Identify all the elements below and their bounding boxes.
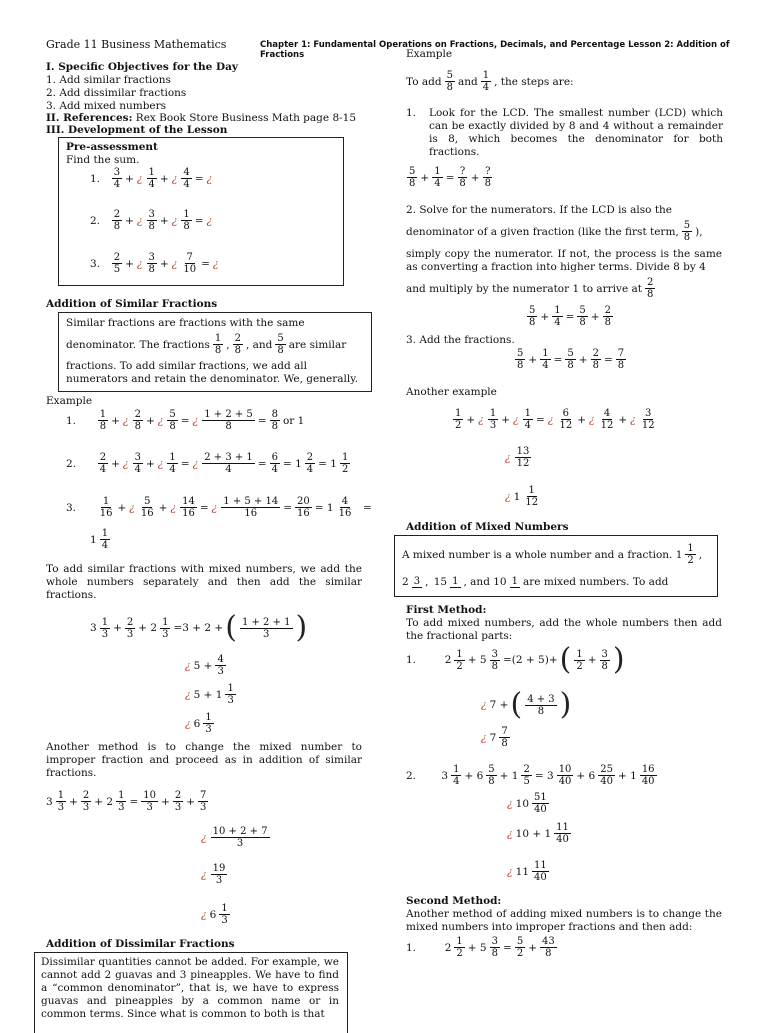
similar-title: Addition of Similar Fractions bbox=[46, 298, 218, 310]
first-method-eq-4: 2. 3 $\frac{1}{4}$ + 6 $\frac{5}{8}$ + 1 $\frac{2}{5}$ = 3 $\frac{10}{40}$ + 6 $\frac{25}{40}$ + 1 $\frac{16}{40}$ bbox=[406, 764, 655, 787]
step2-line-d: and multiply by the numerator 1 to arrive at $\frac{2}{8}$ bbox=[406, 277, 654, 300]
dissimilar-title: Addition of Dissimilar Fractions bbox=[46, 938, 235, 950]
similar-mixed-eq-3: ¿ 5 + 1 $\frac{1}{3}$ bbox=[185, 683, 234, 706]
similar-def-line-a: Similar fractions are fractions with the same bbox=[66, 317, 305, 329]
references: II. References: Rex Book Store Business Math page 8-15 bbox=[46, 112, 357, 124]
pre-assessment-instruction: Find the sum. bbox=[66, 154, 140, 166]
first-method-eq-7: ¿ 11 $\frac{11}{40}$ bbox=[507, 860, 547, 883]
another-example-label: Another example bbox=[406, 386, 497, 398]
pre-item-1: 1. $\frac{3}{4}$ + ¿ $\frac{1}{4}$ + ¿ $\frac{4}{4}$ = ¿ bbox=[90, 167, 213, 190]
step1-number: 1. bbox=[406, 107, 417, 119]
step2-line-b: denominator of a given fraction (like the first term, $\frac{5}{8}$ ), bbox=[406, 220, 703, 243]
similar-mixed-eq-2: ¿ 5 + $\frac{4}{3}$ bbox=[185, 654, 224, 677]
mixed-def-line-b: 2 3 , 15 1 , and 10 1 are mixed numbers. To add bbox=[402, 576, 669, 588]
step2-line-a: 2. Solve for the numerators. If the LCD is also the bbox=[406, 204, 673, 216]
similar-example-2: 2. $\frac{2}{4}$ + ¿ $\frac{3}{4}$ + ¿ $\frac{1}{4}$ = ¿ $\frac{2 + 3 + 1}{4}$ = $\frac{6}{4}$ = 1 $\frac{2}{4}$ = 1 $\frac{1}{2}$ bbox=[66, 452, 349, 475]
step1-equation: $\frac{5}{8}$ + $\frac{1}{4}$ = $\frac{?}{8}$ + $\frac{?}{8}$ bbox=[409, 166, 491, 189]
to-add-line: To add $\frac{5}{8}$ and $\frac{1}{4}$ , the steps are: bbox=[406, 70, 574, 93]
objective-1: 1. Add similar fractions bbox=[46, 74, 171, 86]
similar-mixed-eq-4: ¿ 6 $\frac{1}{3}$ bbox=[185, 712, 212, 735]
objective-3: 3. Add mixed numbers bbox=[46, 100, 167, 112]
similar-example-label: Example bbox=[46, 395, 93, 407]
pre-item-3: 3. $\frac{2}{5}$ + ¿ $\frac{3}{8}$ + ¿ $\frac{7}{10}$ = ¿ bbox=[90, 252, 219, 275]
objectives-title: I. Specific Objectives for the Day bbox=[46, 61, 238, 73]
first-method-eq-5: ¿ 10 $\frac{51}{40}$ bbox=[507, 792, 547, 815]
first-method-eq-1: 1. 2 $\frac{1}{2}$ + 5 $\frac{3}{8}$ =(2 + 5)+ ( $\frac{1}{2}$ + $\frac{3}{8}$ ) bbox=[406, 642, 625, 677]
second-method-text: Another method of adding mixed numbers is to change the mixed numbers into improper fractions and then add: bbox=[406, 908, 722, 933]
improper-eq-3: ¿ $\frac{19}{3}$ bbox=[201, 863, 226, 886]
first-method-eq-2: ¿ 7 + ( $\frac{4 + 3}{8}$ ) bbox=[481, 687, 572, 722]
first-method-text: To add mixed numbers, add the whole numbers then add the fractional parts: bbox=[406, 617, 722, 642]
objective-2: 2. Add dissimilar fractions bbox=[46, 87, 187, 99]
chapter-title: Chapter 1: Fundamental Operations on Fractions, Decimals, and Percentage Lesson 2: Addition of Fractions bbox=[260, 40, 730, 60]
similar-example-3: 3. $\frac{1}{16}$ + ¿ $\frac{5}{16}$ + ¿ $\frac{14}{16}$ = ¿ $\frac{1 + 5 + 14}{16}$ = $\frac{20}{16}$ = 1 $\frac{4}{16}$ = bbox=[66, 496, 372, 519]
improper-eq-4: ¿ 6 $\frac{1}{3}$ bbox=[201, 903, 228, 926]
step3-equation: $\frac{5}{8}$ + $\frac{1}{4}$ = $\frac{5}{8}$ + $\frac{2}{8}$ = $\frac{7}{8}$ bbox=[517, 348, 625, 371]
dissimilar-text: Dissimilar quantities cannot be added. For example, we cannot add 2 guavas and 3 pineapples. We have to find a “common denominator”, that is, we have to express guavas and pineapples by a common name or in common terms. Since what is common to both is that bbox=[41, 956, 339, 1020]
another-example-eq-3: ¿ 1 $\frac{1}{12}$ bbox=[505, 485, 539, 508]
course-title: Grade 11 Business Mathematics bbox=[46, 38, 227, 51]
similar-example-1: 1. $\frac{1}{8}$ + ¿ $\frac{2}{8}$ + ¿ $\frac{5}{8}$ = ¿ $\frac{1 + 2 + 5}{8}$ = $\frac{8}{8}$ or 1 bbox=[66, 409, 305, 432]
mixed-def-line-a: A mixed number is a whole number and a fraction. 1 $\frac{1}{2}$ , bbox=[402, 543, 703, 566]
another-example-eq-2: ¿ $\frac{13}{12}$ bbox=[505, 446, 530, 469]
improper-eq-2: ¿ $\frac{10 + 2 + 7}{3}$ bbox=[201, 826, 268, 849]
similar-def-line-d: numerators and retain the denominator. We, generally. bbox=[66, 373, 359, 385]
second-method-eq-1: 1. 2 $\frac{1}{2}$ + 5 $\frac{3}{8}$ = $\frac{5}{2}$ + $\frac{43}{8}$ bbox=[406, 936, 555, 959]
pre-assessment-title: Pre-assessment bbox=[66, 141, 158, 153]
similar-def-line-b: denominator. The fractions $\frac{1}{8}$ , $\frac{2}{8}$ , and $\frac{5}{8}$ are similar bbox=[66, 333, 347, 356]
similar-method-text: Another method is to change the mixed number to improper fraction and proceed as in addition of similar fractions. bbox=[46, 741, 362, 779]
similar-mixed-text: To add similar fractions with mixed numbers, we add the whole numbers separately and then add the similar fractions. bbox=[46, 563, 362, 601]
first-method-title: First Method: bbox=[406, 604, 487, 616]
development-title: III. Development of the Lesson bbox=[46, 124, 228, 136]
another-example-eq-1: $\frac{1}{2}$ + ¿ $\frac{1}{3}$ + ¿ $\frac{1}{4}$ = ¿ $\frac{6}{12}$ + ¿ $\frac{4}{12}$ + ¿ $\frac{3}{12}$ bbox=[455, 408, 655, 431]
second-method-title: Second Method: bbox=[406, 895, 502, 907]
pre-item-2: 2. $\frac{2}{8}$ + ¿ $\frac{3}{8}$ + ¿ $\frac{1}{8}$ = ¿ bbox=[90, 209, 213, 232]
step2-equation: $\frac{5}{8}$ + $\frac{1}{4}$ = $\frac{5}{8}$ + $\frac{2}{8}$ bbox=[529, 305, 611, 328]
step3-text: 3. Add the fractions. bbox=[406, 334, 515, 346]
similar-def-line-c: fractions. To add similar fractions, we add all bbox=[66, 360, 308, 372]
mixed-title: Addition of Mixed Numbers bbox=[406, 521, 569, 533]
similar-mixed-eq-1: 3 $\frac{1}{3}$ + $\frac{2}{3}$ + 2 $\frac{1}{3}$ =3 + 2 + ( $\frac{1 + 2 + 1}{3}$ ) bbox=[90, 610, 308, 645]
right-example-label: Example bbox=[406, 48, 453, 60]
first-method-eq-3: ¿ 7 $\frac{7}{8}$ bbox=[481, 726, 508, 749]
similar-example-3-result: 1 $\frac{1}{4}$ bbox=[90, 528, 109, 551]
first-method-eq-6: ¿ 10 + 1 $\frac{11}{40}$ bbox=[507, 822, 569, 845]
step1-text: Look for the LCD. The smallest number (LCD) which can be exactly divided by 8 and 4 without a remainder is 8, which becomes the denominator for both fractions. bbox=[429, 107, 723, 158]
step2-line-c: simply copy the numerator. If not, the process is the same as converting a fraction into higher terms. Divide 8 by 4 bbox=[406, 248, 722, 273]
improper-eq-1: 3 $\frac{1}{3}$ + $\frac{2}{3}$ + 2 $\frac{1}{3}$ = $\frac{10}{3}$ + $\frac{2}{3}$ + $\frac{7}{3}$ bbox=[46, 790, 207, 813]
